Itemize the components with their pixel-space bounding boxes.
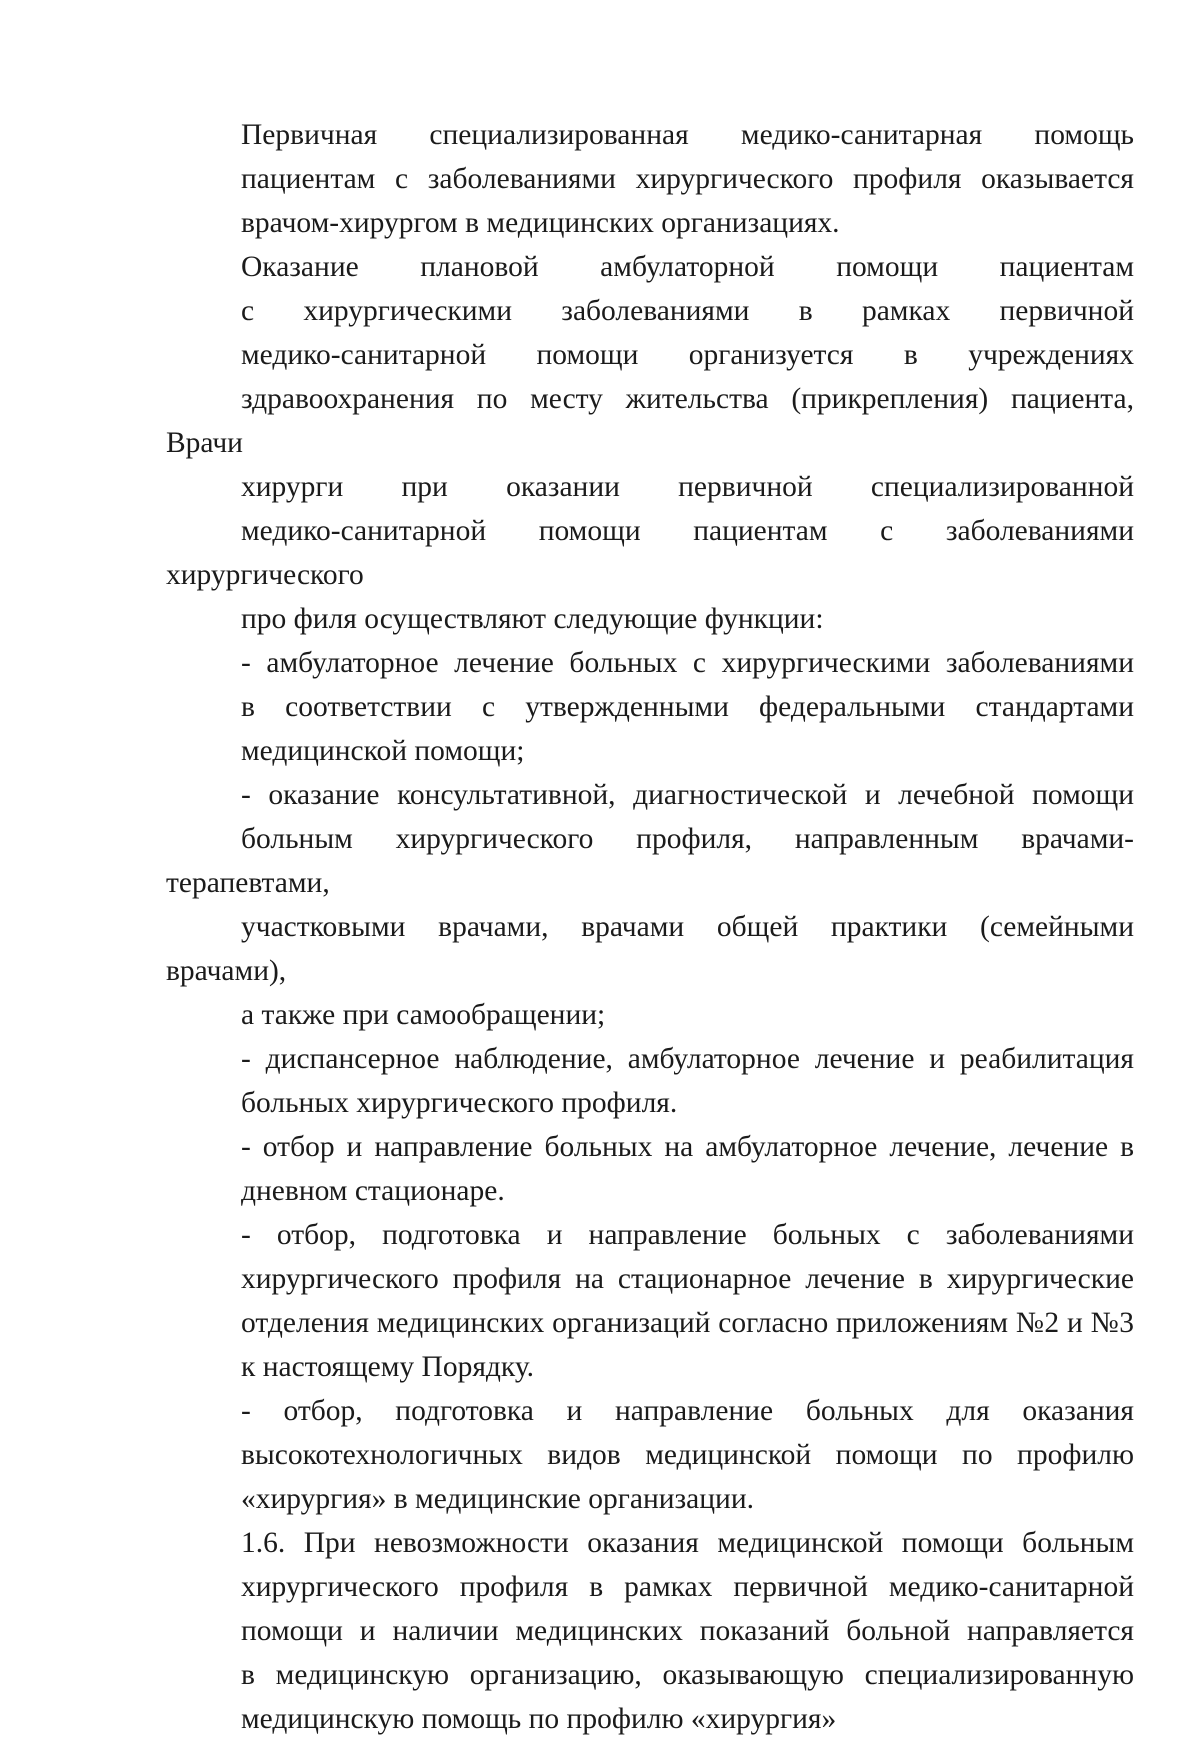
text-line: Оказание плановой амбулаторной помощи пациентам <box>241 251 1134 283</box>
text-line: медико-санитарной помощи пациентам с заболеваниями хирургического <box>166 515 1134 591</box>
text-line: дневном стационаре. <box>241 1175 505 1207</box>
text-line: хирургического профиля на стационарное лечение в хирургические <box>241 1263 1134 1295</box>
text-line: медицинскую помощь по профилю «хирургия» <box>241 1703 837 1735</box>
text-line: - амбулаторное лечение больных с хирургическими заболеваниями <box>241 647 1134 679</box>
text-line: хирурги при оказании первичной специализированной <box>241 471 1134 503</box>
text-line: - отбор и направление больных на амбулаторное лечение, лечение в <box>241 1131 1134 1163</box>
list-item-inpatient-referral <box>166 1213 1134 1389</box>
text-line: к настоящему Порядку. <box>241 1351 535 1383</box>
text-line: высокотехнологичных видов медицинской помощи по профилю <box>241 1439 1134 1471</box>
list-item-consultative-help <box>166 773 1134 1037</box>
list-item-dispensary-observation <box>166 1037 1134 1125</box>
text-line: «хирургия» в медицинские организации. <box>241 1483 754 1515</box>
text-line: про филя осуществляют следующие функции: <box>241 603 824 635</box>
text-line: помощи и наличии медицинских показаний больной направляется <box>241 1615 1134 1647</box>
text-line: - отбор, подготовка и направление больных с заболеваниями <box>241 1219 1134 1251</box>
text-line: - оказание консультативной, диагностической и лечебной помощи <box>241 779 1134 811</box>
text-line: 1.6. При невозможности оказания медицинской помощи больным <box>241 1527 1134 1559</box>
text-line: а также при самообращении; <box>241 999 606 1031</box>
text-line: - диспансерное наблюдение, амбулаторное лечение и реабилитация <box>241 1043 1134 1075</box>
text-line: - отбор, подготовка и направление больных для оказания <box>241 1395 1134 1427</box>
text-line: медицинской помощи; <box>241 735 525 767</box>
text-line: с хирургическими заболеваниями в рамках первичной <box>241 295 1134 327</box>
text-line: хирургического профиля в рамках первичной медико-санитарной <box>241 1571 1134 1603</box>
list-item-outpatient-treatment <box>166 641 1134 773</box>
paragraph-outpatient-care <box>166 245 1134 641</box>
list-item-high-tech-referral <box>166 1389 1134 1521</box>
text-line: в медицинскую организацию, оказывающую специализированную <box>241 1659 1134 1691</box>
list-item-day-hospital-referral <box>166 1125 1134 1213</box>
text-line: врачом-хирургом в медицинских организациях. <box>241 207 840 239</box>
text-line: больных хирургического профиля. <box>241 1087 678 1119</box>
text-line: медико-санитарной помощи организуется в учреждениях <box>241 339 1134 371</box>
text-line: в соответствии с утвержденными федеральными стандартами <box>241 691 1134 723</box>
paragraph-primary-care <box>166 113 1134 245</box>
text-line: здравоохранения по месту жительства (прикрепления) пациента, Врачи <box>166 383 1134 459</box>
text-line: участковыми врачами, врачами общей практики (семейными врачами), <box>166 911 1134 987</box>
text-line: пациентам с заболеваниями хирургического профиля оказывается <box>241 163 1134 195</box>
text-line: Первичная специализированная медико-санитарная помощь <box>241 119 1134 151</box>
paragraph-section-1-6 <box>166 1521 1134 1741</box>
text-line: отделения медицинских организаций согласно приложениям №2 и №3 <box>241 1307 1134 1339</box>
text-line: больным хирургического профиля, направленным врачами-терапевтами, <box>166 823 1134 899</box>
document-body <box>166 113 1134 1741</box>
